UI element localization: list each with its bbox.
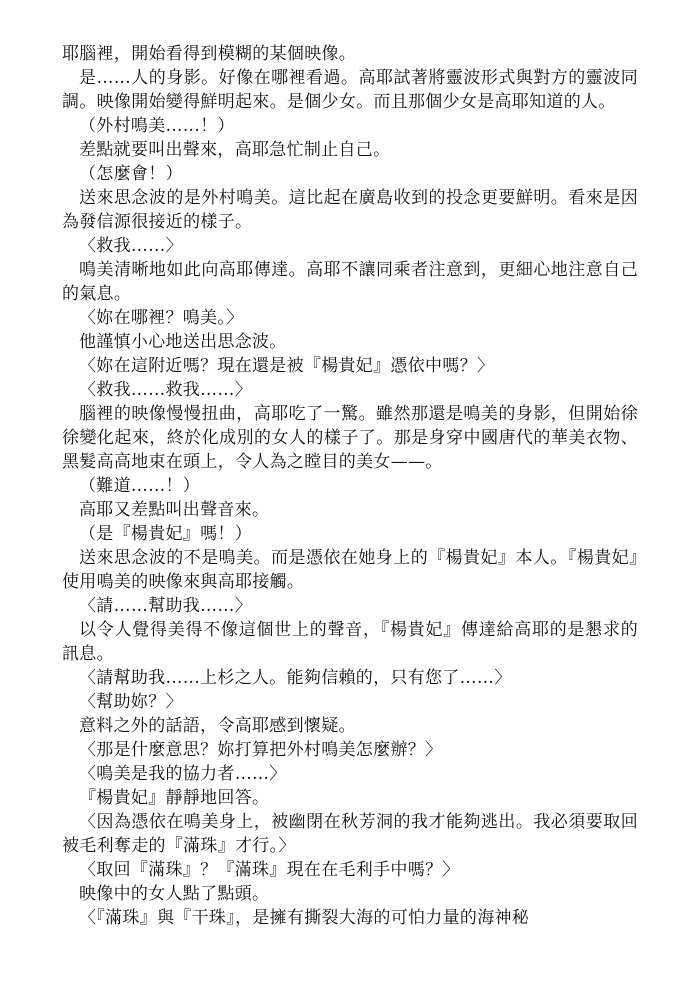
- dialogue-line: 〈鳴美是我的協力者……〉: [79, 764, 287, 784]
- dialogue-line: 〈請……幫助我……〉: [79, 596, 252, 616]
- paragraph: 他謹慎小心地送出思念波。: [79, 332, 287, 352]
- dialogue-line: （是『楊貴妃』嗎！）: [79, 524, 252, 544]
- paragraph: 映像中的女人點了點頭。: [79, 884, 270, 904]
- paragraph-continuation: 耶腦裡，開始看得到模糊的某個映像。: [62, 44, 357, 64]
- dialogue-line: 〈那是什麼意思？妳打算把外村鳴美怎麼辦？〉: [79, 740, 443, 760]
- dialogue-line: 〈幫助妳？〉: [79, 692, 183, 712]
- paragraph: 差點就要叫出聲來，高耶急忙制止自己。: [79, 140, 391, 160]
- paragraph: 腦裡的映像慢慢扭曲，高耶吃了一驚。雖然那還是鳴美的身影，但開始徐徐變化起來，終於化成別的女人的樣子了。那是身穿中國唐代的華美衣物、黑髮高高地束在頭上，令人為之瞠目的美女——。: [62, 404, 638, 472]
- paragraph: 意料之外的話語，令高耶感到懷疑。: [79, 716, 356, 736]
- dialogue-line: （外村鳴美……！）: [79, 116, 235, 136]
- paragraph: 送來思念波的是外村鳴美。這比起在廣島收到的投念更要鮮明。看來是因為發信源很接近的樣子。: [62, 188, 638, 232]
- dialogue-line: 〈取回『滿珠』？『滿珠』現在在毛利手中嗎？〉: [79, 860, 460, 880]
- paragraph: 送來思念波的不是鳴美。而是憑依在她身上的『楊貴妃』本人。『楊貴妃』使用鳴美的映像來與高耶接觸。: [62, 548, 638, 592]
- paragraph: 鳴美清晰地如此向高耶傳達。高耶不讓同乘者注意到，更細心地注意自己的氣息。: [62, 260, 638, 304]
- dialogue-line: （難道……！）: [79, 476, 201, 496]
- dialogue-line: 〈救我……〉: [79, 236, 183, 256]
- dialogue-line: 〈『滿珠』與『干珠』，是擁有撕裂大海的可怕力量的海神秘: [79, 908, 530, 928]
- dialogue-line: 〈因為憑依在鳴美身上，被幽閉在秋芳洞的我才能夠逃出。我必須要取回被毛利奪走的『滿珠』才行。〉: [62, 812, 638, 856]
- paragraph: 是……人的身影。好像在哪裡看過。高耶試著將靈波形式與對方的靈波同調。映像開始變得鮮明起來。是個少女。而且那個少女是高耶知道的人。: [62, 68, 638, 112]
- paragraph: 『楊貴妃』靜靜地回答。: [79, 788, 270, 808]
- paragraph: 以令人覺得美得不像這個世上的聲音，『楊貴妃』傳達給高耶的是懇求的訊息。: [62, 620, 638, 664]
- dialogue-line: 〈妳在這附近嗎？現在還是被『楊貴妃』憑依中嗎？〉: [79, 356, 495, 376]
- dialogue-line: 〈救我……救我……〉: [79, 380, 252, 400]
- paragraph: 高耶又差點叫出聲音來。: [79, 500, 270, 520]
- dialogue-line: 〈妳在哪裡？鳴美。〉: [79, 308, 244, 328]
- document-page: [62, 42, 638, 930]
- dialogue-line: （怎麼會！）: [79, 164, 183, 184]
- dialogue-line: 〈請幫助我……上杉之人。能夠信賴的，只有您了……〉: [79, 668, 512, 688]
